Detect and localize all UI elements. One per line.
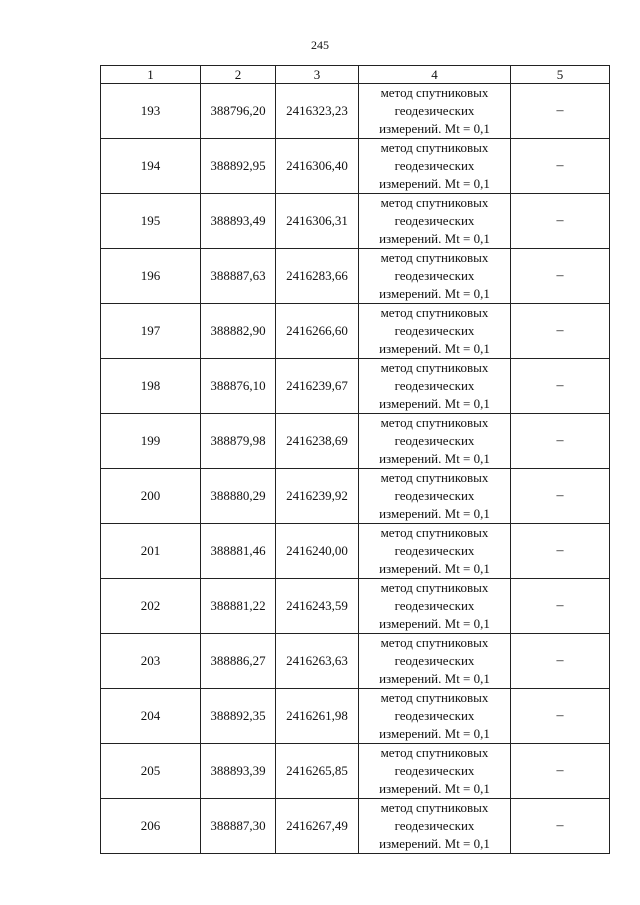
coordinate-x: 388892,95 <box>201 139 276 194</box>
table-body <box>101 84 610 854</box>
point-number: 204 <box>101 689 201 744</box>
coordinate-x: 388893,49 <box>201 194 276 249</box>
method-line: геодезических <box>394 763 475 778</box>
note-cell: – <box>511 579 610 634</box>
measurement-method <box>359 304 511 359</box>
method-line: измерений. Mt = 0,1 <box>379 561 490 576</box>
note-cell: – <box>511 689 610 744</box>
coordinate-y: 2416283,66 <box>276 249 359 304</box>
method-line: метод спутниковых <box>380 580 489 595</box>
method-line: геодезических <box>394 158 475 173</box>
method-line: метод спутниковых <box>380 635 489 650</box>
header-col-3: 3 <box>276 66 359 84</box>
header-row <box>101 66 610 84</box>
coordinate-y: 2416238,69 <box>276 414 359 469</box>
measurement-method <box>359 744 511 799</box>
method-line: геодезических <box>394 708 475 723</box>
point-number: 203 <box>101 634 201 689</box>
note-cell: – <box>511 194 610 249</box>
point-number: 199 <box>101 414 201 469</box>
measurement-method <box>359 524 511 579</box>
coordinate-y: 2416267,49 <box>276 799 359 854</box>
point-number: 196 <box>101 249 201 304</box>
coordinate-x: 388886,27 <box>201 634 276 689</box>
method-line: метод спутниковых <box>380 525 489 540</box>
table-row <box>101 689 610 744</box>
method-line: геодезических <box>394 488 475 503</box>
table-row <box>101 744 610 799</box>
coordinate-x: 388892,35 <box>201 689 276 744</box>
method-line: метод спутниковых <box>380 360 489 375</box>
coordinate-x: 388796,20 <box>201 84 276 139</box>
header-col-4: 4 <box>359 66 511 84</box>
method-line: метод спутниковых <box>380 250 489 265</box>
method-line: измерений. Mt = 0,1 <box>379 506 490 521</box>
table-row <box>101 579 610 634</box>
measurement-method <box>359 194 511 249</box>
measurement-method <box>359 579 511 634</box>
measurement-method <box>359 689 511 744</box>
method-line: метод спутниковых <box>380 800 489 815</box>
point-number: 194 <box>101 139 201 194</box>
method-line: измерений. Mt = 0,1 <box>379 671 490 686</box>
coordinate-y: 2416240,00 <box>276 524 359 579</box>
method-line: геодезических <box>394 378 475 393</box>
point-number: 202 <box>101 579 201 634</box>
coordinate-x: 388882,90 <box>201 304 276 359</box>
note-cell: – <box>511 139 610 194</box>
point-number: 201 <box>101 524 201 579</box>
measurement-method <box>359 634 511 689</box>
table-header <box>101 66 610 84</box>
table-row <box>101 359 610 414</box>
method-line: геодезических <box>394 433 475 448</box>
header-col-2: 2 <box>201 66 276 84</box>
point-number: 200 <box>101 469 201 524</box>
page-number: 245 <box>311 38 329 52</box>
method-line: геодезических <box>394 818 475 833</box>
header-col-5: 5 <box>511 66 610 84</box>
measurement-method <box>359 799 511 854</box>
method-line: измерений. Mt = 0,1 <box>379 121 490 136</box>
table-row <box>101 304 610 359</box>
note-cell: – <box>511 634 610 689</box>
coordinate-x: 388881,46 <box>201 524 276 579</box>
method-line: измерений. Mt = 0,1 <box>379 176 490 191</box>
header-col-1: 1 <box>101 66 201 84</box>
point-number: 195 <box>101 194 201 249</box>
method-line: метод спутниковых <box>380 195 489 210</box>
method-line: геодезических <box>394 323 475 338</box>
coordinate-y: 2416306,31 <box>276 194 359 249</box>
point-number: 206 <box>101 799 201 854</box>
coordinate-x: 388876,10 <box>201 359 276 414</box>
method-line: метод спутниковых <box>380 305 489 320</box>
table-row <box>101 524 610 579</box>
table-row <box>101 469 610 524</box>
note-cell: – <box>511 359 610 414</box>
coordinate-y: 2416239,92 <box>276 469 359 524</box>
table-row <box>101 799 610 854</box>
note-cell: – <box>511 469 610 524</box>
coordinate-x: 388881,22 <box>201 579 276 634</box>
coordinate-y: 2416306,40 <box>276 139 359 194</box>
method-line: геодезических <box>394 598 475 613</box>
coordinate-y: 2416239,67 <box>276 359 359 414</box>
measurement-method <box>359 469 511 524</box>
measurement-method <box>359 139 511 194</box>
method-line: геодезических <box>394 213 475 228</box>
measurement-method <box>359 414 511 469</box>
coordinate-x: 388893,39 <box>201 744 276 799</box>
note-cell: – <box>511 744 610 799</box>
table-row <box>101 249 610 304</box>
method-line: метод спутниковых <box>380 85 489 100</box>
table-row <box>101 84 610 139</box>
note-cell: – <box>511 84 610 139</box>
coordinate-x: 388887,30 <box>201 799 276 854</box>
table-row <box>101 634 610 689</box>
measurement-method <box>359 84 511 139</box>
point-number: 197 <box>101 304 201 359</box>
method-line: измерений. Mt = 0,1 <box>379 341 490 356</box>
method-line: геодезических <box>394 268 475 283</box>
table-row <box>101 139 610 194</box>
method-line: измерений. Mt = 0,1 <box>379 836 490 851</box>
measurement-method <box>359 359 511 414</box>
method-line: метод спутниковых <box>380 470 489 485</box>
coordinate-y: 2416263,63 <box>276 634 359 689</box>
method-line: геодезических <box>394 103 475 118</box>
method-line: измерений. Mt = 0,1 <box>379 726 490 741</box>
method-line: измерений. Mt = 0,1 <box>379 781 490 796</box>
method-line: метод спутниковых <box>380 415 489 430</box>
point-number: 198 <box>101 359 201 414</box>
coordinate-y: 2416265,85 <box>276 744 359 799</box>
table-row <box>101 414 610 469</box>
note-cell: – <box>511 304 610 359</box>
point-number: 205 <box>101 744 201 799</box>
method-line: измерений. Mt = 0,1 <box>379 286 490 301</box>
note-cell: – <box>511 799 610 854</box>
method-line: измерений. Mt = 0,1 <box>379 396 490 411</box>
coordinate-y: 2416261,98 <box>276 689 359 744</box>
note-cell: – <box>511 524 610 579</box>
method-line: геодезических <box>394 543 475 558</box>
note-cell: – <box>511 414 610 469</box>
method-line: метод спутниковых <box>380 140 489 155</box>
coordinate-y: 2416323,23 <box>276 84 359 139</box>
method-line: измерений. Mt = 0,1 <box>379 231 490 246</box>
coordinate-y: 2416266,60 <box>276 304 359 359</box>
method-line: геодезических <box>394 653 475 668</box>
method-line: измерений. Mt = 0,1 <box>379 451 490 466</box>
coordinate-x: 388879,98 <box>201 414 276 469</box>
coordinate-y: 2416243,59 <box>276 579 359 634</box>
table-row <box>101 194 610 249</box>
method-line: метод спутниковых <box>380 745 489 760</box>
point-number: 193 <box>101 84 201 139</box>
coordinate-x: 388887,63 <box>201 249 276 304</box>
note-cell: – <box>511 249 610 304</box>
method-line: метод спутниковых <box>380 690 489 705</box>
coordinate-x: 388880,29 <box>201 469 276 524</box>
method-line: измерений. Mt = 0,1 <box>379 616 490 631</box>
measurement-method <box>359 249 511 304</box>
coordinates-table <box>100 65 610 854</box>
